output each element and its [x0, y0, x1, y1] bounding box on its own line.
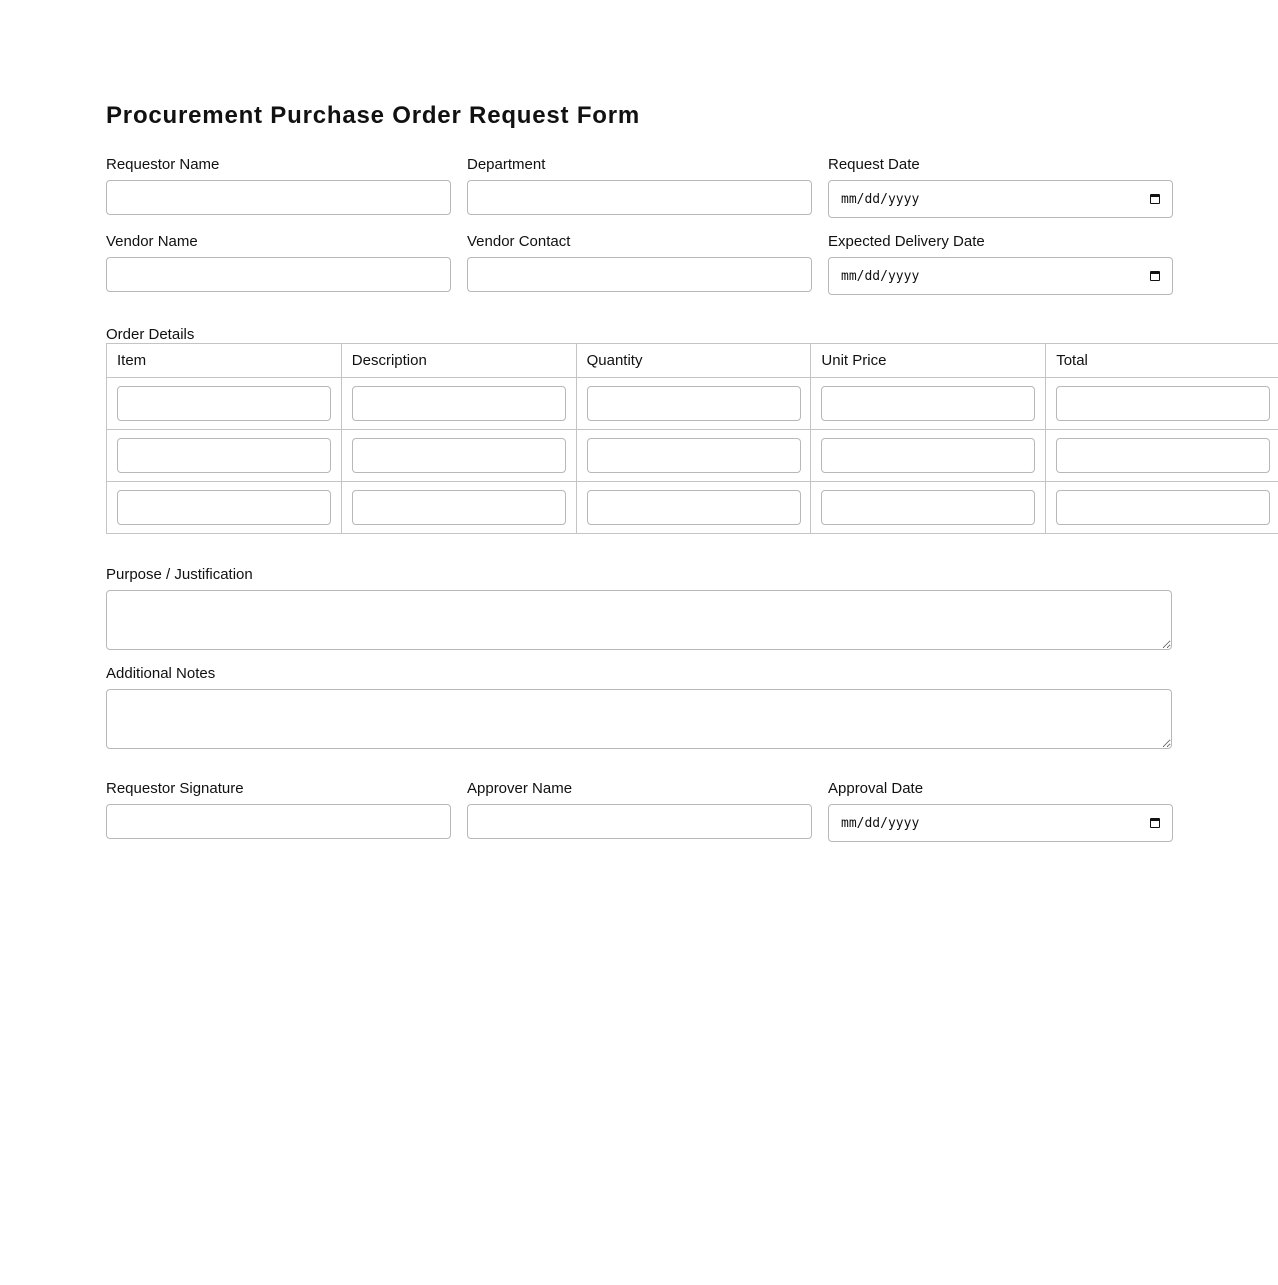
- table-cell: [1046, 430, 1278, 482]
- purpose-field: [106, 566, 1172, 650]
- approver-name-label: Approver Name: [467, 780, 573, 797]
- request-date-field: [828, 156, 1173, 218]
- requestor-name-label: Requestor Name: [106, 156, 220, 173]
- column-header-unit-price: Unit Price: [811, 344, 1046, 378]
- table-cell: [811, 430, 1046, 482]
- request-date-label: Request Date: [828, 156, 920, 173]
- notes-label: Additional Notes: [106, 665, 216, 682]
- calendar-icon[interactable]: [1150, 818, 1160, 828]
- table-cell: [576, 430, 811, 482]
- requestor-signature-label: Requestor Signature: [106, 780, 244, 797]
- purpose-label: Purpose / Justification: [106, 566, 253, 583]
- department-label: Department: [467, 156, 546, 173]
- expected-delivery-date-input[interactable]: [828, 257, 1173, 295]
- table-cell: [1046, 482, 1278, 534]
- table-cell: [341, 430, 576, 482]
- quantity-input[interactable]: [587, 386, 801, 421]
- table-cell: [107, 482, 342, 534]
- total-input[interactable]: [1056, 386, 1270, 421]
- approval-date-label: Approval Date: [828, 780, 924, 797]
- table-row: [107, 430, 1278, 482]
- order-details-label: Order Details: [106, 326, 195, 343]
- item-input[interactable]: [117, 386, 331, 421]
- page-title: Procurement Purchase Order Request Form: [106, 102, 641, 129]
- table-cell: [107, 430, 342, 482]
- request-date-input[interactable]: [828, 180, 1173, 218]
- item-input[interactable]: [117, 438, 331, 473]
- department-input[interactable]: [467, 180, 812, 215]
- form-row-vendor: [106, 233, 1172, 295]
- item-input[interactable]: [117, 490, 331, 525]
- table-cell: [341, 482, 576, 534]
- purpose-textarea[interactable]: [106, 590, 1172, 650]
- department-field: [467, 156, 812, 218]
- vendor-contact-input[interactable]: [467, 257, 812, 292]
- expected-delivery-date-label: Expected Delivery Date: [828, 233, 985, 250]
- vendor-name-input[interactable]: [106, 257, 451, 292]
- date-placeholder: mm/dd/yyyy: [841, 191, 920, 207]
- table-cell: [1046, 378, 1278, 430]
- table-row: [107, 378, 1278, 430]
- column-header-quantity: Quantity: [576, 344, 811, 378]
- quantity-input[interactable]: [587, 490, 801, 525]
- approval-date-field: [828, 780, 1173, 842]
- expected-delivery-date-field: [828, 233, 1173, 295]
- vendor-contact-label: Vendor Contact: [467, 233, 571, 250]
- calendar-icon[interactable]: [1150, 194, 1160, 204]
- quantity-input[interactable]: [587, 438, 801, 473]
- table-cell: [576, 482, 811, 534]
- total-input[interactable]: [1056, 438, 1270, 473]
- vendor-contact-field: [467, 233, 812, 295]
- form-row-requestor: [106, 156, 1172, 218]
- approver-name-input[interactable]: [467, 804, 812, 839]
- description-input[interactable]: [352, 490, 566, 525]
- vendor-name-field: [106, 233, 451, 295]
- date-placeholder: mm/dd/yyyy: [841, 815, 920, 831]
- column-header-item: Item: [107, 344, 342, 378]
- table-cell: [811, 482, 1046, 534]
- requestor-name-input[interactable]: [106, 180, 451, 215]
- form-row-approval: [106, 780, 1172, 842]
- order-details-table: [106, 343, 1278, 534]
- table-header-row: [107, 344, 1278, 378]
- date-placeholder: mm/dd/yyyy: [841, 268, 920, 284]
- table-row: [107, 482, 1278, 534]
- notes-field: [106, 665, 1172, 749]
- description-input[interactable]: [352, 438, 566, 473]
- unit-price-input[interactable]: [821, 490, 1035, 525]
- unit-price-input[interactable]: [821, 438, 1035, 473]
- requestor-name-field: [106, 156, 451, 218]
- table-cell: [576, 378, 811, 430]
- column-header-total: Total: [1046, 344, 1278, 378]
- requestor-signature-input[interactable]: [106, 804, 451, 839]
- vendor-name-label: Vendor Name: [106, 233, 198, 250]
- requestor-signature-field: [106, 780, 451, 842]
- calendar-icon[interactable]: [1150, 271, 1160, 281]
- unit-price-input[interactable]: [821, 386, 1035, 421]
- approval-date-input[interactable]: [828, 804, 1173, 842]
- notes-textarea[interactable]: [106, 689, 1172, 749]
- description-input[interactable]: [352, 386, 566, 421]
- total-input[interactable]: [1056, 490, 1270, 525]
- table-cell: [811, 378, 1046, 430]
- approver-name-field: [467, 780, 812, 842]
- table-cell: [341, 378, 576, 430]
- column-header-description: Description: [341, 344, 576, 378]
- table-cell: [107, 378, 342, 430]
